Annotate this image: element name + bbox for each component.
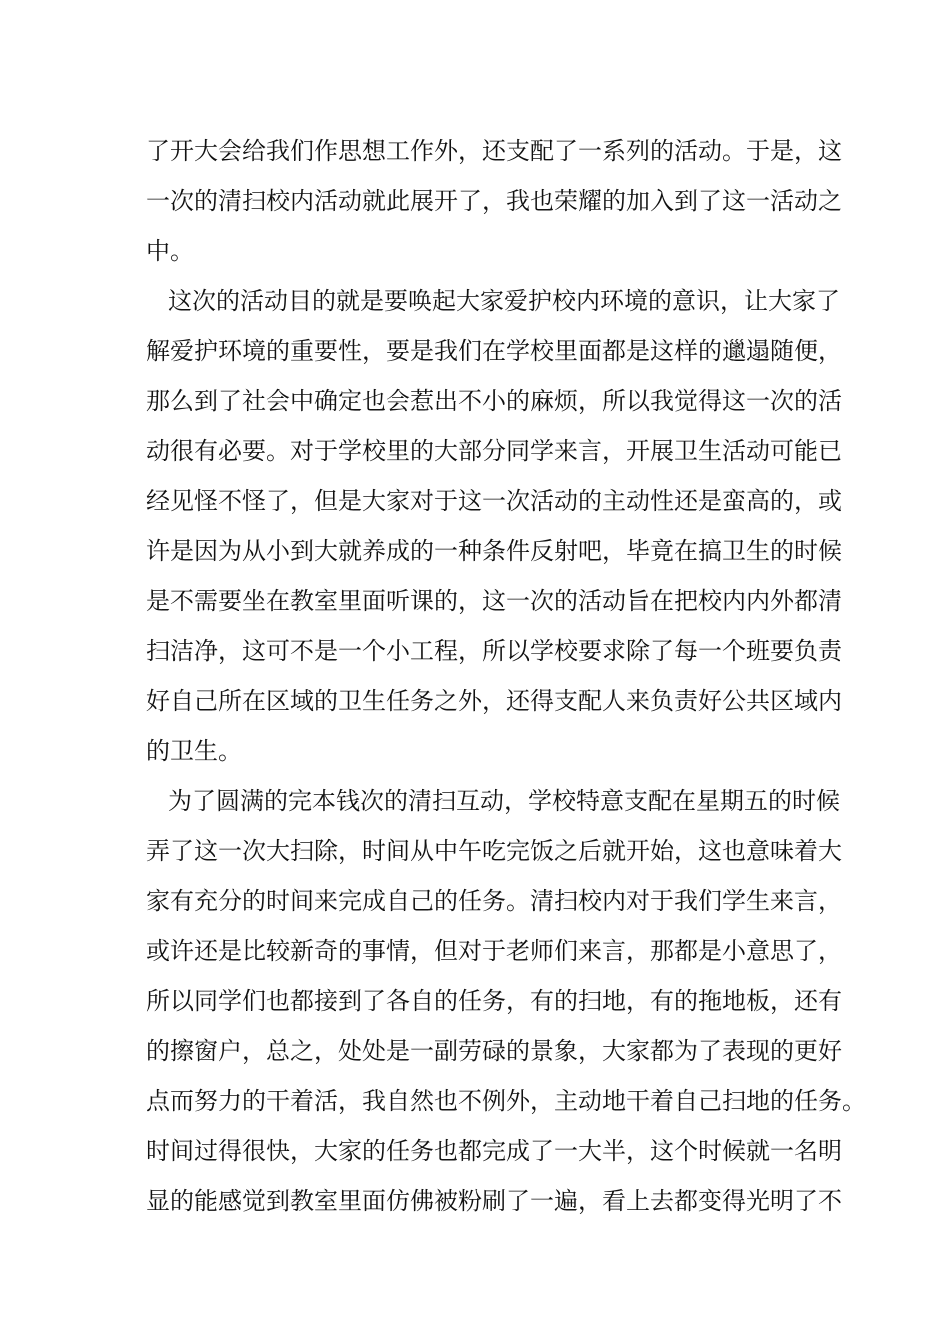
- text-line: 或许还是比较新奇的事情，但对于老师们来言，那都是小意思了，: [146, 937, 842, 965]
- text-line: 所以同学们也都接到了各自的任务，有的扫地，有的拖地板，还有: [146, 987, 842, 1015]
- text-line: 的卫生。: [146, 737, 242, 765]
- text-line: 一次的清扫校内活动就此展开了，我也荣耀的加入到了这一活动之: [146, 187, 842, 215]
- text-line: 许是因为从小到大就养成的一种条件反射吧，毕竟在搞卫生的时候: [146, 537, 842, 565]
- text-line: 好自己所在区域的卫生任务之外，还得支配人来负责好公共区域内: [146, 687, 842, 715]
- text-line: 动很有必要。对于学校里的大部分同学来言，开展卫生活动可能已: [146, 437, 842, 465]
- paragraph-first-line: 这次的活动目的就是要唤起大家爱护校内环境的意识，让大家了: [168, 287, 840, 315]
- text-line: 家有充分的时间来完成自己的任务。清扫校内对于我们学生来言，: [146, 887, 842, 915]
- text-line: 那么到了社会中确定也会惹出不小的麻烦，所以我觉得这一次的活: [146, 387, 842, 415]
- text-line: 中。: [146, 237, 194, 265]
- text-line: 显的能感觉到教室里面仿佛被粉刷了一遍，看上去都变得光明了不: [146, 1187, 842, 1215]
- text-line: 时间过得很快，大家的任务也都完成了一大半，这个时候就一名明: [146, 1137, 842, 1165]
- text-line: 了开大会给我们作思想工作外，还支配了一系列的活动。于是，这: [146, 137, 842, 165]
- text-line: 解爱护环境的重要性，要是我们在学校里面都是这样的邋遢随便，: [146, 337, 842, 365]
- text-line: 扫洁净，这可不是一个小工程，所以学校要求除了每一个班要负责: [146, 637, 842, 665]
- text-line: 是不需要坐在教室里面听课的，这一次的活动旨在把校内内外都清: [146, 587, 842, 615]
- text-line: 经见怪不怪了，但是大家对于这一次活动的主动性还是蛮高的，或: [146, 487, 842, 515]
- paragraph-first-line: 为了圆满的完本钱次的清扫互动，学校特意支配在星期五的时候: [168, 787, 840, 815]
- text-line: 点而努力的干着活，我自然也不例外，主动地干着自己扫地的任务。: [146, 1087, 866, 1115]
- text-line: 弄了这一次大扫除，时间从中午吃完饭之后就开始，这也意味着大: [146, 837, 842, 865]
- text-line: 的擦窗户，总之，处处是一副劳碌的景象，大家都为了表现的更好: [146, 1037, 842, 1065]
